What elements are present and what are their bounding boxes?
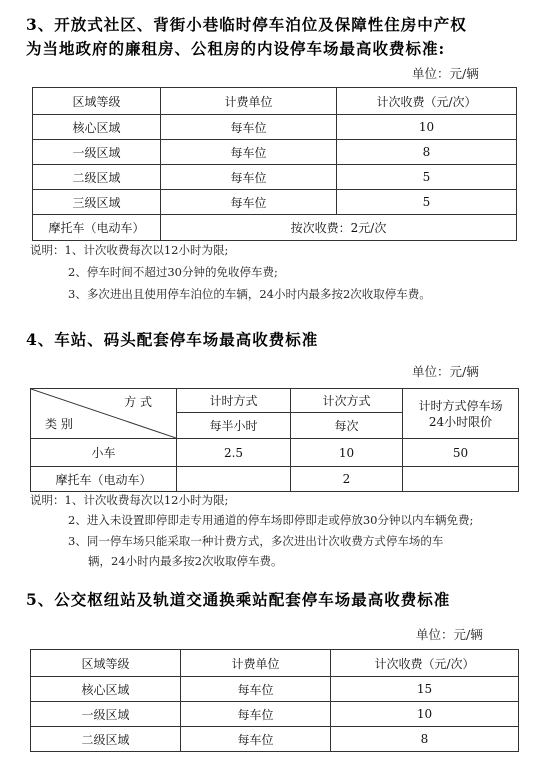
table-cell: 50 [403,439,519,467]
table-header-cell: 计次方式 [291,389,403,413]
table-cell: 10 [331,702,519,727]
section4-note-1: 说明：1、计次收费每次以12小时为限; [30,493,229,507]
table-row [31,702,519,727]
table-header-cell: 区域等级 [31,650,181,677]
table-header-cell: 计次收费（元/次） [331,650,519,677]
section5-table [30,649,519,752]
table-header-row [31,650,519,677]
section4-heading: 4、车站、码头配套停车场最高收费标准 [26,330,319,349]
table-cell: 每车位 [161,115,337,140]
table-cell: 小车 [31,439,177,467]
table-cell: 10 [291,439,403,467]
table-cell: 每车位 [181,677,331,702]
table-row [33,115,517,140]
header-line: 计时方式停车场 [418,398,503,413]
table-cell: 按次收费：2元/次 [161,215,517,241]
table-cell: 摩托车（电动车） [31,467,177,492]
table-header-cell: 区域等级 [33,88,161,115]
table-row [33,215,517,241]
table-row [31,677,519,702]
section3-heading-line2: 为当地政府的廉租房、公租房的内设停车场最高收费标准: [26,39,446,58]
table-cell: 5 [337,165,517,190]
table-cell: 二级区域 [31,727,181,752]
table-cell: 摩托车（电动车） [33,215,161,241]
table-header-row [33,88,517,115]
table-cell [177,467,291,492]
table-row [31,439,519,467]
table-cell: 5 [337,190,517,215]
table-cell: 三级区域 [33,190,161,215]
section4-table [30,388,519,492]
section5-unit: 单位：元/辆 [416,627,483,642]
table-row [33,190,517,215]
section4-note-2: 2、进入未设置即停即走专用通道的停车场即停即走或停放30分钟以内车辆免费; [68,513,474,527]
section3-unit: 单位：元/辆 [412,66,479,81]
table-cell: 每车位 [161,140,337,165]
table-cell: 8 [337,140,517,165]
table-cell: 每车位 [181,727,331,752]
table-cell: 一级区域 [31,702,181,727]
table-row [31,467,519,492]
diag-bottom-label: 类 别 [45,417,73,431]
table-cell: 核心区域 [33,115,161,140]
section3-note-1: 说明：1、计次收费每次以12小时为限; [30,243,229,257]
section4-note-4: 辆，24小时内最多按2次收取停车费。 [88,554,283,568]
table-header-cell: 每次 [291,413,403,439]
table-cell: 8 [331,727,519,752]
table-cell: 2 [291,467,403,492]
table-header-row [31,389,519,413]
table-header-cell: 计时方式 [177,389,291,413]
section5-heading: 5、公交枢纽站及轨道交通换乘站配套停车场最高收费标准 [26,590,451,609]
section4-unit: 单位：元/辆 [412,364,479,379]
table-row [33,140,517,165]
table-cell: 15 [331,677,519,702]
table-cell: 二级区域 [33,165,161,190]
table-cell: 每车位 [161,190,337,215]
table-cell: 每车位 [181,702,331,727]
table-cell: 每车位 [161,165,337,190]
table-cell [403,467,519,492]
table-cell: 2.5 [177,439,291,467]
table-header-cell: 每半小时 [177,413,291,439]
diagonal-header-cell [31,389,177,439]
section3-heading-line1: 3、开放式社区、背街小巷临时停车泊位及保障性住房中产权 [26,15,467,34]
diag-top-label: 方 式 [124,395,152,409]
table-row [31,727,519,752]
table-cell: 一级区域 [33,140,161,165]
table-cell: 核心区域 [31,677,181,702]
section4-note-3: 3、同一停车场只能采取一种计费方式，多次进出计次收费方式停车场的车 [68,534,444,548]
table-header-cell [403,389,519,439]
table-header-cell: 计费单位 [181,650,331,677]
section3-table [32,87,517,241]
table-cell: 10 [337,115,517,140]
table-header-cell: 计次收费（元/次） [337,88,517,115]
table-header-cell: 计费单位 [161,88,337,115]
section3-note-2: 2、停车时间不超过30分钟的免收停车费; [68,265,278,279]
section3-note-3: 3、多次进出且使用停车泊位的车辆，24小时内最多按2次收取停车费。 [68,287,431,301]
table-row [33,165,517,190]
header-line: 24小时限价 [428,414,493,429]
